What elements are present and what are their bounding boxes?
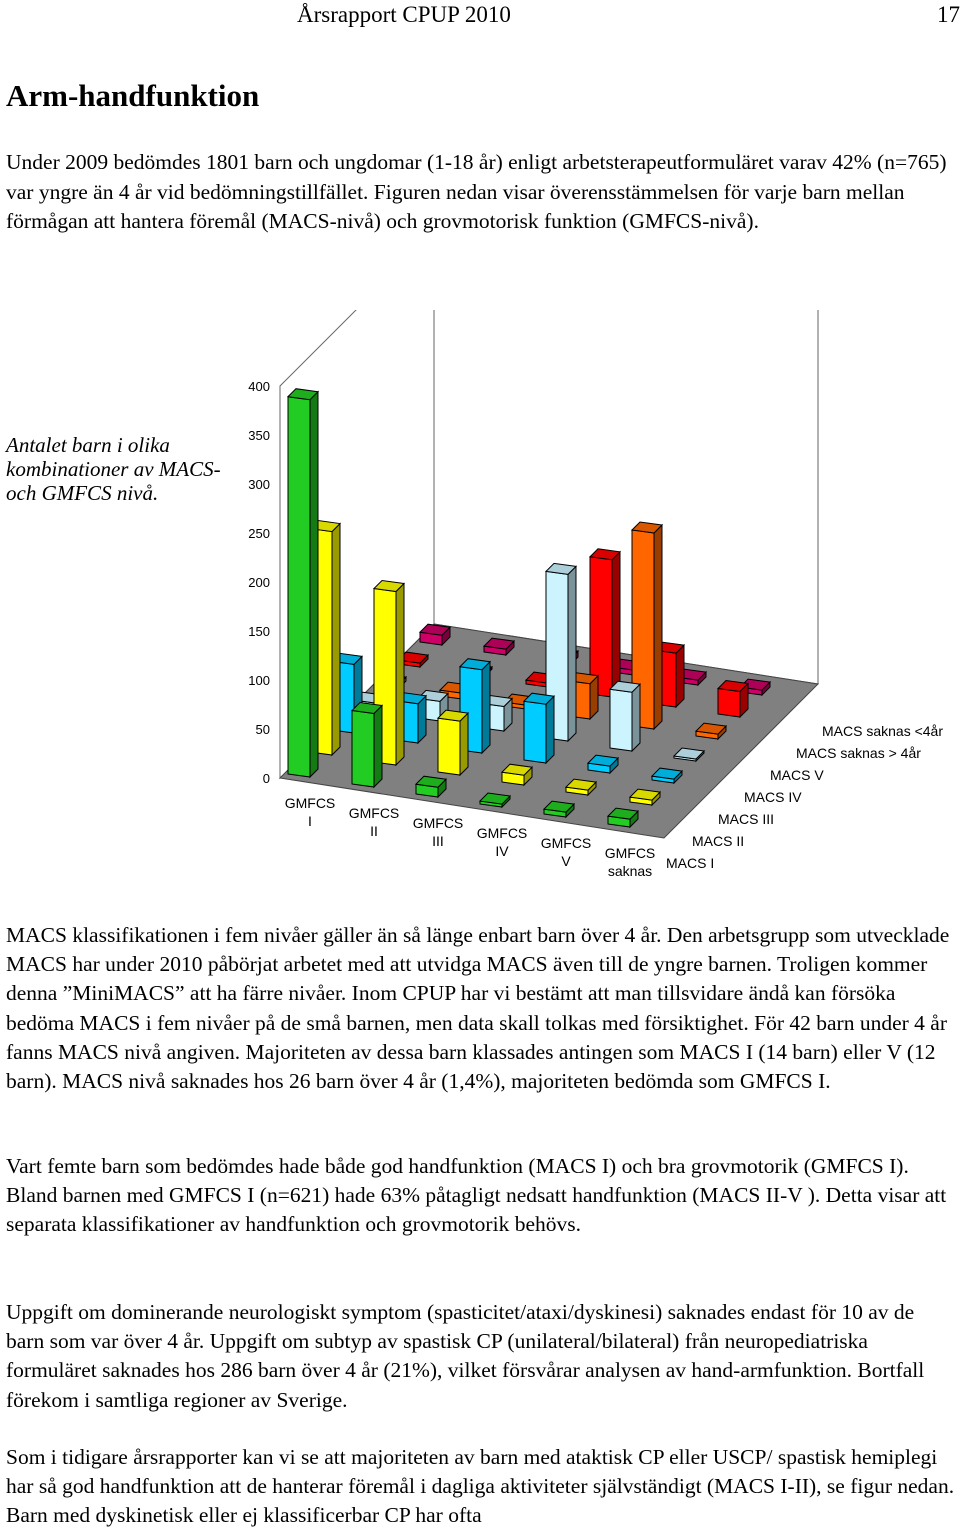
paragraph-missing-data: Uppgift om dominerande neurologiskt symptom (spasticitet/ataxi/dyskinesi) saknades endast för 10 av de barn som var över 4 år. Uppgift om subtyp av spastisk CP (unilateral/bilateral) från neuropediatriska formuläret saknades hos 286 barn över 4 år (21%), vilket försvårar analysen av hand-armfunktion. Bortfall förekom i samtliga regioner av Sverige. [6, 1300, 925, 1412]
x-category-label [285, 795, 336, 829]
paragraph-fifth-children: Vart femte barn som bedömdes hade både god handfunktion (MACS I) och bra grovmotorik (GMFCS I). Bland barnen med GMFCS I (n=621) hade 63% påtagligt nedsatt handfunktion (MACS II-V ). Detta visar att separata klassifikationer av handfunktion och grovmotorik behövs. [6, 1154, 947, 1237]
bar-side-face [568, 566, 576, 741]
depth-axis-label: MACS I [666, 855, 715, 871]
depth-axis-label: MACS V [770, 767, 824, 783]
x-category-label-line: II [370, 823, 378, 839]
x-category-label [541, 835, 592, 869]
bar [718, 681, 748, 717]
bar-side-face [332, 524, 340, 755]
figure-caption: Antalet barn i olika kombinationer av MACS- och GMFCS nivå. [6, 433, 221, 505]
bar [608, 808, 638, 827]
bar [352, 703, 382, 788]
x-category-label [413, 815, 464, 849]
bar [438, 710, 468, 775]
y-tick-label: 50 [255, 722, 270, 737]
bar-side-face [632, 684, 640, 751]
x-category-label-line: GMFCS [412, 815, 464, 831]
bar-side-face [374, 706, 382, 788]
page-header [0, 2, 960, 32]
x-category-label-line: III [432, 833, 444, 849]
bar-front-face [288, 397, 310, 777]
y-tick-label: 150 [248, 624, 270, 639]
x-category-label-line: saknas [607, 863, 653, 879]
bar-side-face [482, 662, 490, 753]
bar [610, 681, 640, 751]
bar-front-face [352, 711, 374, 788]
bar [416, 776, 446, 797]
chart-back-wall [434, 310, 818, 684]
bar-chart-3d [240, 310, 960, 890]
x-category-label-line: GMFCS [540, 835, 592, 851]
y-tick-label: 350 [248, 428, 270, 443]
depth-axis-label: MACS saknas <4år [822, 723, 943, 739]
y-tick-label: 0 [262, 771, 270, 786]
bar-front-face [610, 689, 632, 751]
bar-front-face [718, 689, 740, 717]
y-tick-label: 200 [248, 575, 270, 590]
bar [420, 624, 450, 645]
paragraph-macs-levels: MACS klassifikationen i fem nivåer gäller än så länge enbart barn över 4 år. Den arbetsgrupp som utvecklade MACS har under 2010 påbörjat arbetet med att utvidga MACS även till de yngre barnen. Troligen kommer denna ”MiniMACS” att ha färre nivåer. Inom CPUP har vi bestämt att man tillsvidare ändå kan försöka bedöma MACS i fem nivåer på de små barnen, men data skall tolkas med försiktighet. För 42 barn under 4 år fanns MACS nivå angiven. Majoriteten av dessa barn klassades antingen som MACS I (14 barn) eller V (12 barn). MACS nivå saknades hos 26 barn över 4 år (1,4%), majoriteten bedömda som GMFCS I. [6, 923, 950, 1094]
bar-side-face [612, 552, 620, 697]
section-title: Arm-handfunktion [6, 78, 260, 113]
depth-axis-label: MACS III [718, 811, 775, 827]
x-category-label [477, 825, 528, 859]
x-category-label-line: I [308, 813, 312, 829]
chart-container [240, 310, 960, 890]
page-number: 17 [937, 2, 960, 27]
bar-side-face [654, 525, 662, 729]
depth-axis-label: MACS II [692, 833, 745, 849]
x-category-label-line: GMFCS [604, 845, 656, 861]
x-category-label [605, 845, 656, 879]
x-category-label [349, 805, 400, 839]
y-tick-label: 100 [248, 673, 270, 688]
bar [288, 389, 318, 777]
paragraph-previous-reports: Som i tidigare årsrapporter kan vi se att majoriteten av barn med ataktisk CP eller USCP/ spastisk hemiplegi har så god handfunktion att de hanterar föremål i dagliga aktiviteter självständigt (MACS I-II), se figur nedan. Barn med dyskinetisk eller ej klassificerbar CP har ofta [6, 1445, 955, 1528]
x-category-label-line: V [561, 853, 571, 869]
bar [524, 693, 554, 763]
x-category-label-line: GMFCS [476, 825, 528, 841]
report-title: Årsrapport CPUP 2010 [297, 2, 511, 27]
bar-front-face [438, 718, 460, 775]
bar-side-face [546, 696, 554, 763]
x-category-label-line: IV [495, 843, 509, 859]
bar-side-face [460, 713, 468, 775]
y-tick-label: 300 [248, 477, 270, 492]
y-tick-label: 400 [248, 379, 270, 394]
depth-axis-label: MACS IV [744, 789, 802, 805]
intro-paragraph: Under 2009 bedömdes 1801 barn och ungdomar (1-18 år) enligt arbetsterapeutformuläret varav 42% (n=765) var yngre än 4 år vid bedömningstillfället. Figuren nedan visar överensstämmelsen för varje barn mellan förmågan att hantera föremål (MACS-nivå) och grovmotorisk funktion (GMFCS-nivå). [6, 150, 947, 233]
bar [502, 764, 532, 785]
bar-side-face [310, 392, 318, 777]
y-tick-label: 250 [248, 526, 270, 541]
depth-axis-label: MACS saknas > 4år [796, 745, 921, 761]
x-category-label-line: GMFCS [284, 795, 336, 811]
x-category-label-line: GMFCS [348, 805, 400, 821]
bar-side-face [676, 645, 684, 707]
bar-side-face [396, 584, 404, 765]
bar-front-face [524, 701, 546, 763]
